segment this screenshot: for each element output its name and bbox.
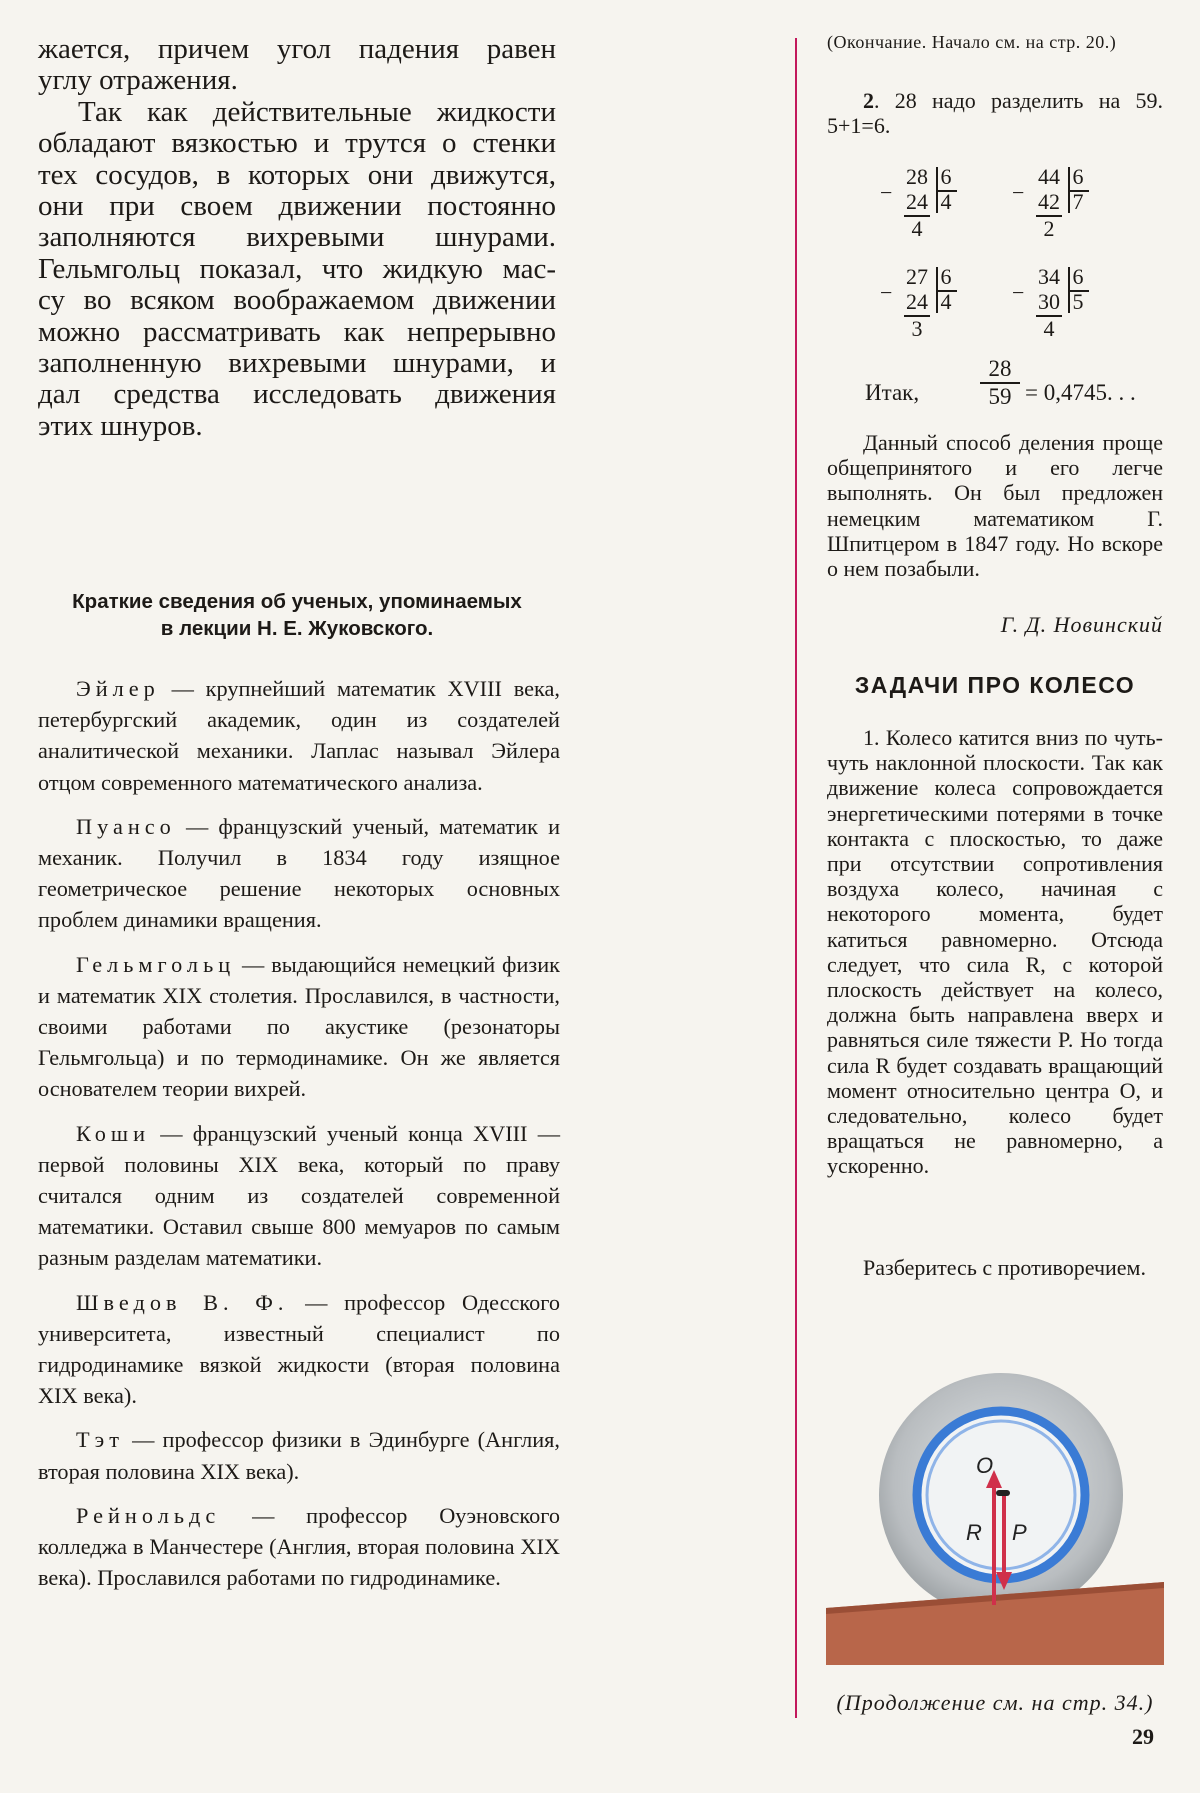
bio-heading-line2: в лекции Н. Е. Жуковского. bbox=[160, 617, 434, 640]
item2-intro bbox=[827, 88, 1163, 138]
bio-list bbox=[38, 673, 560, 1606]
bio-text: — французский ученый, математик и механик. Получил в 1834 году изящное геометрическое решение некоторых основных проблем динамики вращения. bbox=[38, 813, 560, 933]
continued-note: (Продолжение см. на стр. 34.) bbox=[836, 1690, 1154, 1715]
minus-sign: − bbox=[1012, 180, 1025, 205]
text-line: тех сосудов, в которых они движутся, bbox=[38, 158, 556, 191]
dividend: 34 bbox=[1038, 264, 1060, 289]
text-line: Так как действительные жидкости bbox=[78, 95, 556, 128]
left-top-text bbox=[38, 34, 556, 442]
divisor: 6 bbox=[1072, 264, 1084, 289]
remainder: 4 bbox=[911, 216, 923, 241]
bio-text: — французский ученый конца XVIII — первой половины XIX века, который по праву считался одним из создателей современной математики. Оставил свыше 800 мемуаров по самым разным разделам математики. bbox=[38, 1120, 560, 1271]
quotient: 5 bbox=[1072, 289, 1084, 314]
bio-text: — выдающийся немецкий физик и математик XIX столетия. Прославился, в частности, своими работами по акустике (резонаторы Гельмгольца) и по термодинамике. Он же является основателем теории вихрей. bbox=[38, 951, 560, 1102]
method-paragraph: Данный способ деления проще общепринятого и его легче выполнять. Он был предложен немецким математиком Г. Шпитцером в 1847 году. Но вскоре о нем позабыли. bbox=[827, 430, 1163, 582]
bio-heading bbox=[38, 588, 556, 642]
bio-entry-helmholtz bbox=[38, 949, 560, 1105]
divisor: 6 bbox=[940, 264, 952, 289]
bio-text: — профессор Оуэновского колледжа в Манчестере (Англия, вторая половина XIX века). Прославился работами по гидродинамике. bbox=[38, 1502, 560, 1591]
long-division-2 bbox=[1012, 164, 1092, 244]
bio-name: Тэт bbox=[76, 1427, 124, 1453]
minus-sign: − bbox=[1012, 280, 1025, 305]
bio-text: — профессор физики в Эдинбурге (Англия, вторая половина XIX века). bbox=[38, 1427, 560, 1484]
subtrahend: 30 bbox=[1038, 289, 1060, 314]
bio-entry-tait bbox=[38, 1424, 560, 1486]
remainder: 3 bbox=[911, 316, 923, 341]
column-divider-rule bbox=[795, 38, 797, 1718]
bio-entry-reynolds bbox=[38, 1500, 560, 1594]
label-r: R bbox=[966, 1520, 982, 1545]
long-division-3 bbox=[880, 264, 960, 344]
page-number: 29 bbox=[1132, 1724, 1154, 1749]
item2-text: . 28 надо разделить на 59. 5+1=6. bbox=[827, 88, 1163, 138]
bio-heading-line1: Краткие сведения об ученых, упоминаемых bbox=[72, 590, 522, 613]
wheel-problem-question: Разберитесь с противоречием. bbox=[863, 1255, 1146, 1280]
bio-name: Рейнольдс bbox=[76, 1502, 221, 1528]
text-line: су во всяком воображаемом движении bbox=[38, 284, 556, 317]
bio-name: Шведов В. Ф. bbox=[76, 1289, 289, 1315]
label-p: P bbox=[1012, 1520, 1027, 1545]
dividend: 28 bbox=[906, 164, 928, 189]
division-result bbox=[865, 356, 1165, 420]
text-line: можно рассматривать как непрерывно bbox=[38, 315, 556, 348]
text-line: Гельмгольц показал, что жидкую мас- bbox=[38, 252, 556, 285]
remainder: 4 bbox=[1043, 316, 1055, 341]
bio-entry-cauchy bbox=[38, 1118, 560, 1274]
dividend: 27 bbox=[906, 264, 928, 289]
bio-entry-poinsot bbox=[38, 811, 560, 936]
text-line: дал средства исследовать движения bbox=[38, 378, 556, 411]
text-line: обладают вязкостью и трутся о стенки bbox=[38, 127, 556, 160]
label-o: O bbox=[976, 1453, 994, 1478]
bio-text: — крупнейший математик XVIII века, петербургский академик, один из создателей аналитической механики. Лаплас называл Эйлера отцом современного математического анализа. bbox=[38, 676, 560, 795]
text-line: этих шнуров. bbox=[38, 409, 203, 442]
subtrahend: 24 bbox=[906, 289, 928, 314]
divisor: 6 bbox=[1072, 164, 1084, 189]
quotient: 4 bbox=[940, 289, 952, 314]
result-label: Итак, bbox=[865, 380, 920, 405]
bio-entry-euler bbox=[38, 673, 560, 798]
continuation-note: (Окончание. Начало см. на стр. 20.) bbox=[827, 32, 1117, 52]
result-value: = 0,4745. . . bbox=[1025, 380, 1136, 405]
item2-number: 2 bbox=[863, 88, 874, 113]
quotient: 4 bbox=[940, 189, 952, 214]
result-fraction bbox=[980, 356, 1020, 410]
quotient: 7 bbox=[1072, 189, 1084, 214]
long-division-4 bbox=[1012, 264, 1092, 344]
text-line: заполняются вихревыми шнурами. bbox=[38, 221, 556, 254]
subtrahend: 42 bbox=[1038, 189, 1060, 214]
text-line: заполненную вихревыми шнурами, и bbox=[38, 347, 556, 380]
bio-text: — профессор Одесского университета, известный специалист по гидродинамике вязкой жидкости (вторая половина XIX века). bbox=[38, 1289, 560, 1409]
subtrahend: 24 bbox=[906, 189, 928, 214]
bio-entry-shvedov bbox=[38, 1287, 560, 1412]
text-line: они при своем движении постоянно bbox=[38, 190, 556, 223]
bio-name: Коши bbox=[76, 1120, 151, 1146]
author-signature: Г. Д. Новинский bbox=[1000, 612, 1163, 637]
long-division-1 bbox=[880, 164, 960, 244]
divisor: 6 bbox=[940, 164, 952, 189]
wheel-problems-heading: ЗАДАЧИ ПРО КОЛЕСО bbox=[854, 672, 1136, 698]
bio-name: Пуансо bbox=[76, 813, 176, 839]
fraction-denominator: 59 bbox=[988, 383, 1012, 409]
text-line: углу отражения. bbox=[38, 64, 238, 97]
wheel-problem-text: 1. Колесо катится вниз по чуть-чуть наклонной плоскости. Так как движение колеса сопровождается энергетическими потерями в точке контакта с плоскостью, то даже при отсутствии сопротивления воздуха колесо, начиная с некоторого момента, будет катиться равномерно. Отсюда следует, что сила R, с которой плоскость действует на колесо, должна быть направлена вверх и равняться силе тяжести P. Но тогда сила R будет создавать вращающий момент относительно центра O, и следовательно, колесо будет вращаться не равномерно, а ускоренно. bbox=[827, 725, 1163, 1179]
wheel-illustration bbox=[826, 1350, 1164, 1665]
dividend: 44 bbox=[1038, 164, 1060, 189]
bio-name: Эйлер bbox=[76, 676, 160, 701]
text-line: жается, причем угол падения равен bbox=[38, 33, 556, 65]
bio-name: Гельмгольц bbox=[76, 951, 236, 977]
minus-sign: − bbox=[880, 280, 893, 305]
remainder: 2 bbox=[1043, 216, 1055, 241]
fraction-numerator: 28 bbox=[988, 356, 1012, 381]
minus-sign: − bbox=[880, 180, 893, 205]
